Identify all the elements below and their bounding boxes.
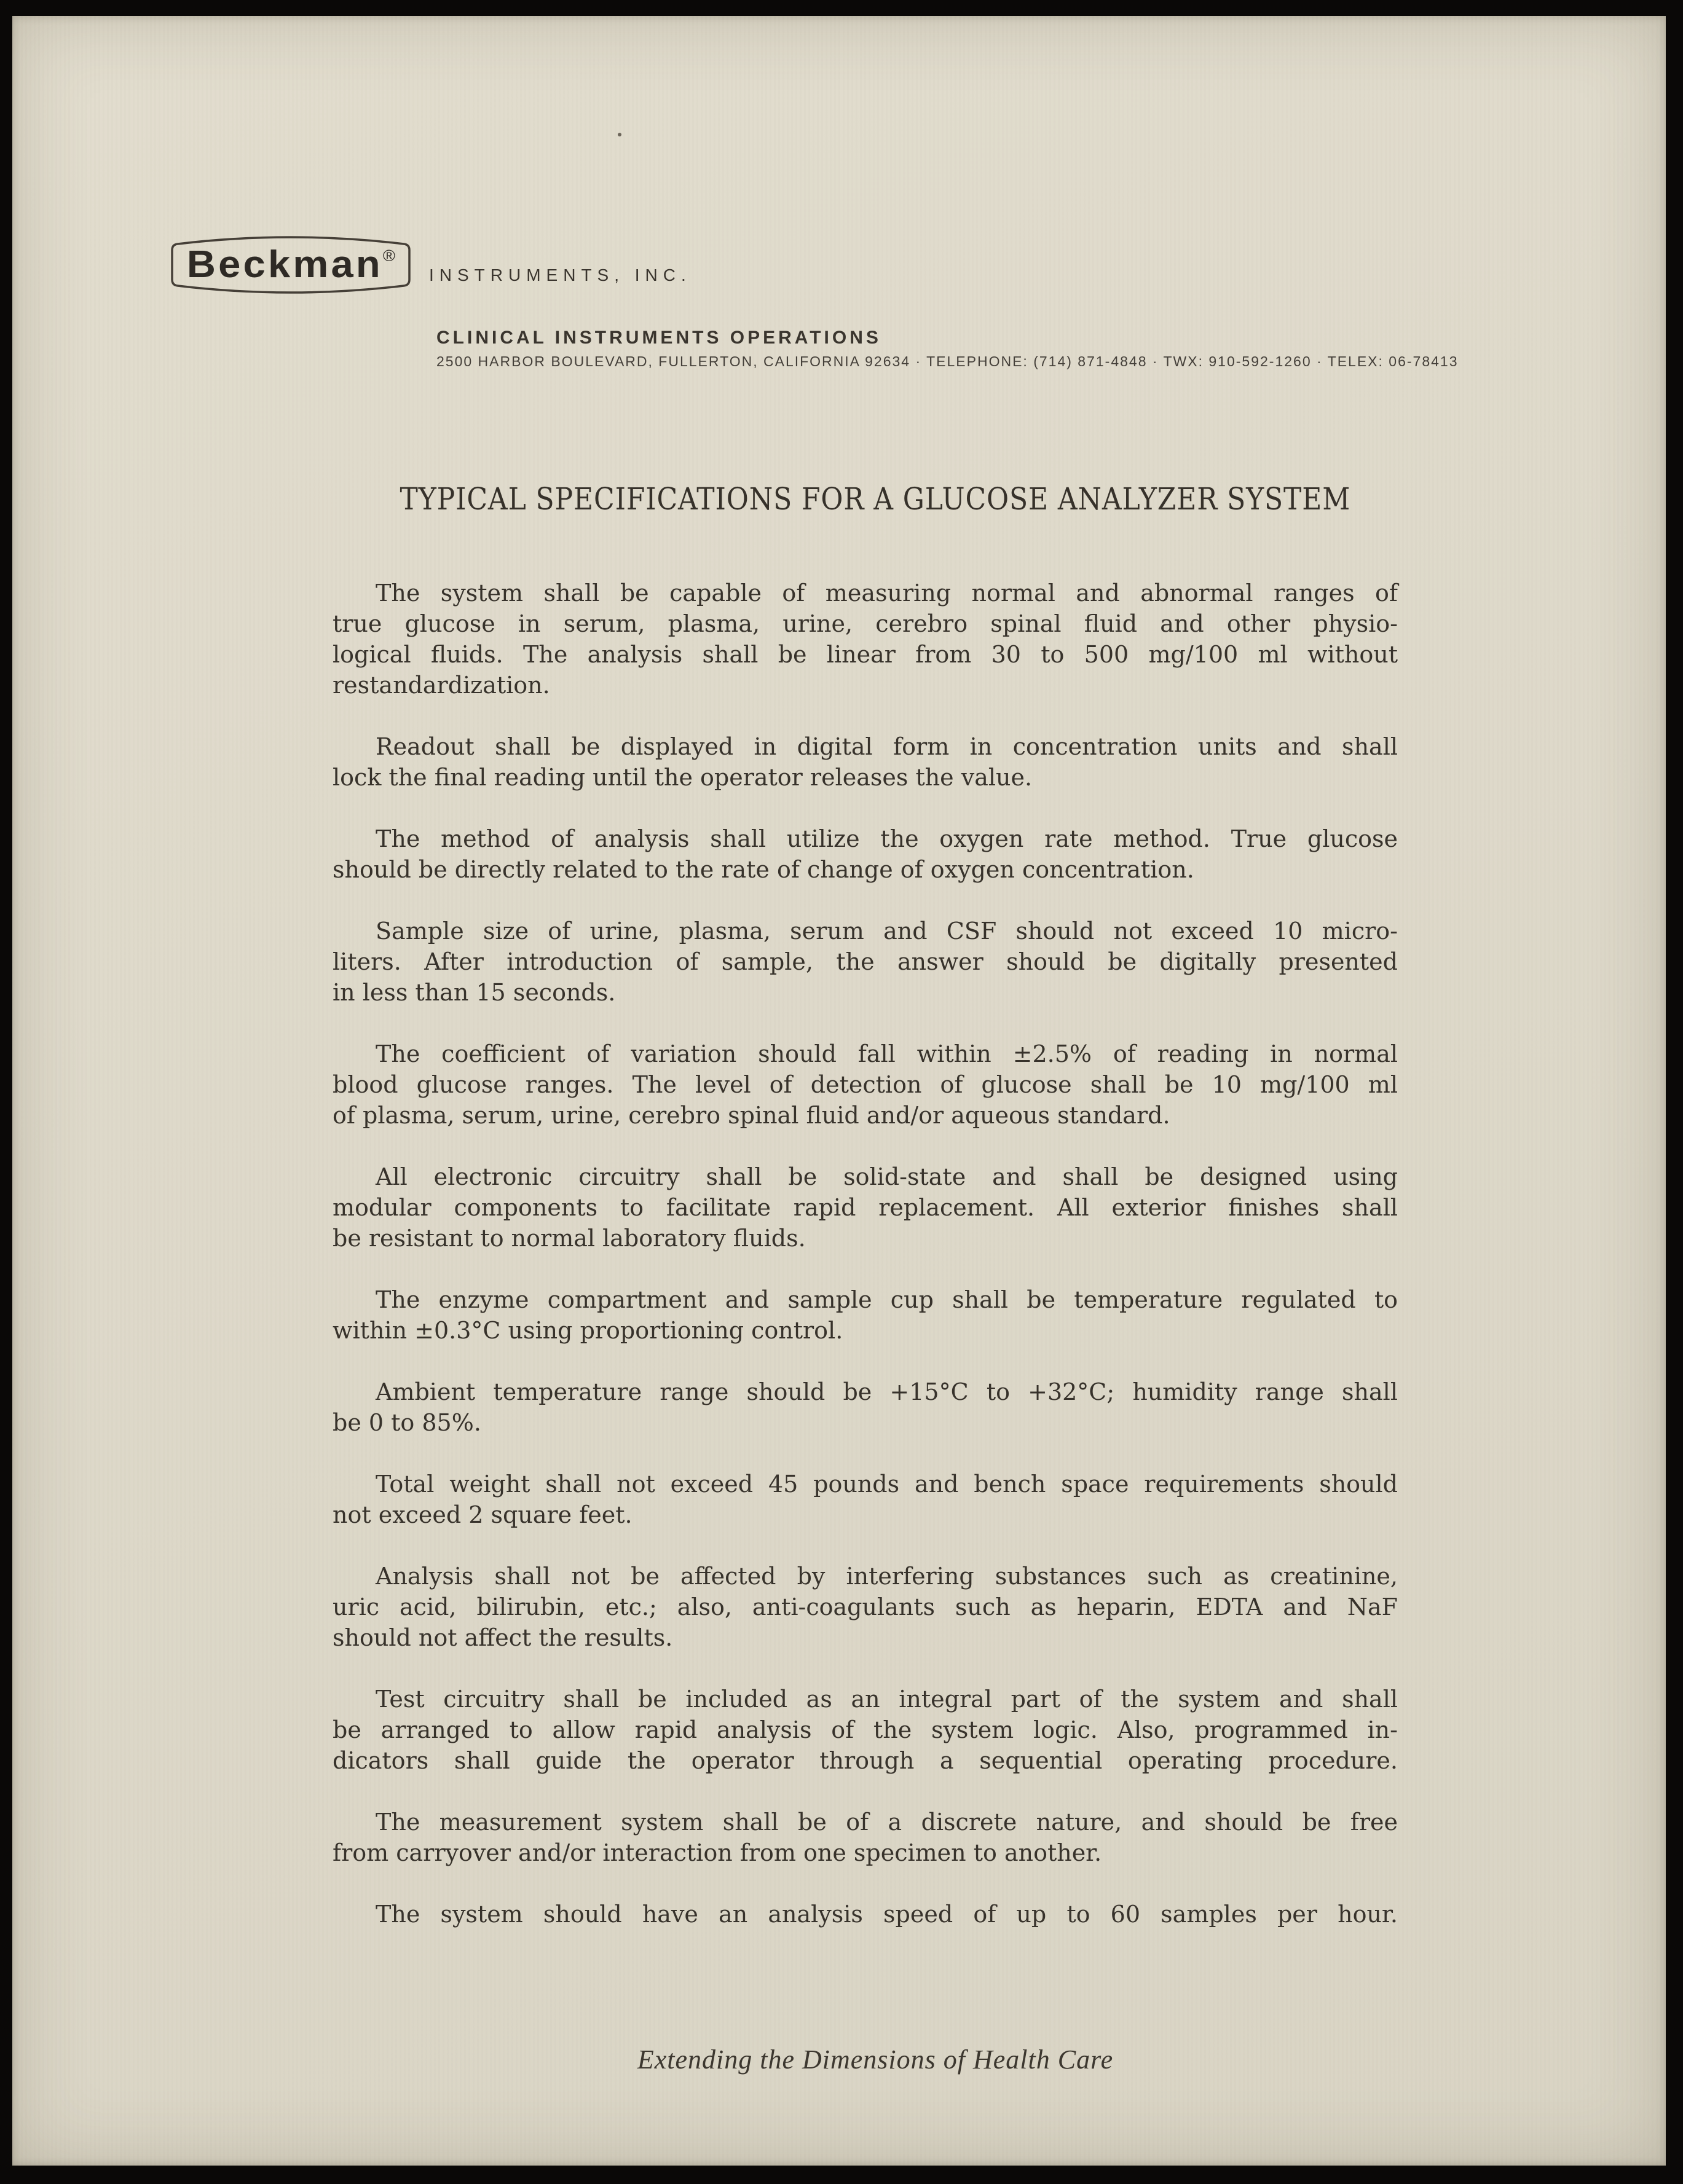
document-body — [333, 578, 1398, 1930]
address-line: 2500 HARBOR BOULEVARD, FULLERTON, CALIFORNIA 92634 · TELEPHONE: (714) 871-4848 · TWX: 910-592-1260 · TELEX: 06-78413 — [436, 353, 1459, 369]
body-line: be 0 to 85%. — [333, 1409, 481, 1436]
body-line: liters. After introduction of sample, the answer should be digitally presented — [333, 948, 1398, 975]
body-line: The system should have an analysis speed of up to 60 samples per hour. — [376, 1901, 1398, 1928]
body-line: lock the final reading until the operator releases the value. — [333, 764, 1033, 791]
footer-tagline: Extending the Dimensions of Health Care — [637, 2045, 1114, 2075]
body-line: should be directly related to the rate of change of oxygen concentration. — [333, 856, 1194, 883]
beckman-logo — [168, 231, 414, 299]
body-line: Ambient temperature range should be +15°C to +32°C; humidity range shall — [376, 1378, 1398, 1405]
registered-trademark-symbol: ® — [382, 246, 395, 265]
company-name: INSTRUMENTS, INC. — [429, 265, 692, 285]
body-paragraph — [333, 1161, 1398, 1254]
document-title: TYPICAL SPECIFICATIONS FOR A GLUCOSE ANALYZER SYSTEM — [400, 481, 1351, 517]
body-line: should not affect the results. — [333, 1624, 673, 1651]
body-line: be arranged to allow rapid analysis of the system logic. Also, programmed in- — [333, 1716, 1398, 1743]
body-paragraph — [333, 1684, 1398, 1776]
body-line: of plasma, serum, urine, cerebro spinal fluid and/or aqueous standard. — [333, 1102, 1170, 1129]
body-line: from carryover and/or interaction from one specimen to another. — [333, 1839, 1102, 1866]
body-paragraph — [333, 1469, 1398, 1530]
body-line: dicators shall guide the operator through a sequential operating procedure. — [333, 1747, 1398, 1774]
body-paragraph — [333, 578, 1398, 701]
body-line: Analysis shall not be affected by interfering substances such as creatinine, — [376, 1563, 1398, 1590]
beckman-logo-text: Beckman® — [186, 243, 395, 286]
body-line: not exceed 2 square feet. — [333, 1501, 633, 1528]
body-paragraph — [333, 1899, 1398, 1930]
body-line: The measurement system shall be of a discrete nature, and should be free — [376, 1809, 1398, 1836]
body-paragraph — [333, 1377, 1398, 1438]
body-paragraph — [333, 1284, 1398, 1346]
body-paragraph — [333, 1039, 1398, 1131]
body-line: blood glucose ranges. The level of detection of glucose shall be 10 mg/100 ml — [333, 1071, 1398, 1098]
body-paragraph — [333, 1807, 1398, 1868]
body-line: restandardization. — [333, 672, 550, 699]
body-line: The method of analysis shall utilize the oxygen rate method. True glucose — [376, 825, 1398, 852]
body-line: be resistant to normal laboratory fluids. — [333, 1225, 806, 1252]
body-line: true glucose in serum, plasma, urine, cerebro spinal fluid and other physio- — [333, 610, 1398, 637]
body-paragraph — [333, 823, 1398, 885]
body-line: within ±0.3°C using proportioning control. — [333, 1317, 843, 1344]
body-paragraph — [333, 731, 1398, 793]
body-line: Sample size of urine, plasma, serum and CSF should not exceed 10 micro- — [376, 917, 1398, 945]
body-line: in less than 15 seconds. — [333, 979, 616, 1006]
letterhead-paper — [12, 16, 1666, 2166]
body-line: Total weight shall not exceed 45 pounds and bench space requirements should — [376, 1471, 1398, 1498]
body-paragraph — [333, 1561, 1398, 1653]
body-line: The coefficient of variation should fall within ±2.5% of reading in normal — [376, 1040, 1398, 1067]
body-line: modular components to facilitate rapid replacement. All exterior finishes shall — [333, 1194, 1398, 1221]
body-line: The system shall be capable of measuring normal and abnormal ranges of — [376, 579, 1398, 607]
body-line: Readout shall be displayed in digital form in concentration units and shall — [376, 733, 1398, 760]
body-line: Test circuitry shall be included as an integral part of the system and shall — [376, 1686, 1398, 1713]
body-line: uric acid, bilirubin, etc.; also, anti-coagulants such as heparin, EDTA and NaF — [333, 1593, 1398, 1620]
body-line: All electronic circuitry shall be solid-state and shall be designed using — [376, 1163, 1398, 1190]
division-name: CLINICAL INSTRUMENTS OPERATIONS — [436, 328, 881, 348]
beckman-logo-text-wrap — [168, 231, 414, 299]
body-line: logical fluids. The analysis shall be linear from 30 to 500 mg/100 ml without — [333, 641, 1398, 668]
scan-speck — [618, 133, 621, 136]
body-paragraph — [333, 916, 1398, 1008]
body-line: The enzyme compartment and sample cup shall be temperature regulated to — [376, 1286, 1398, 1313]
